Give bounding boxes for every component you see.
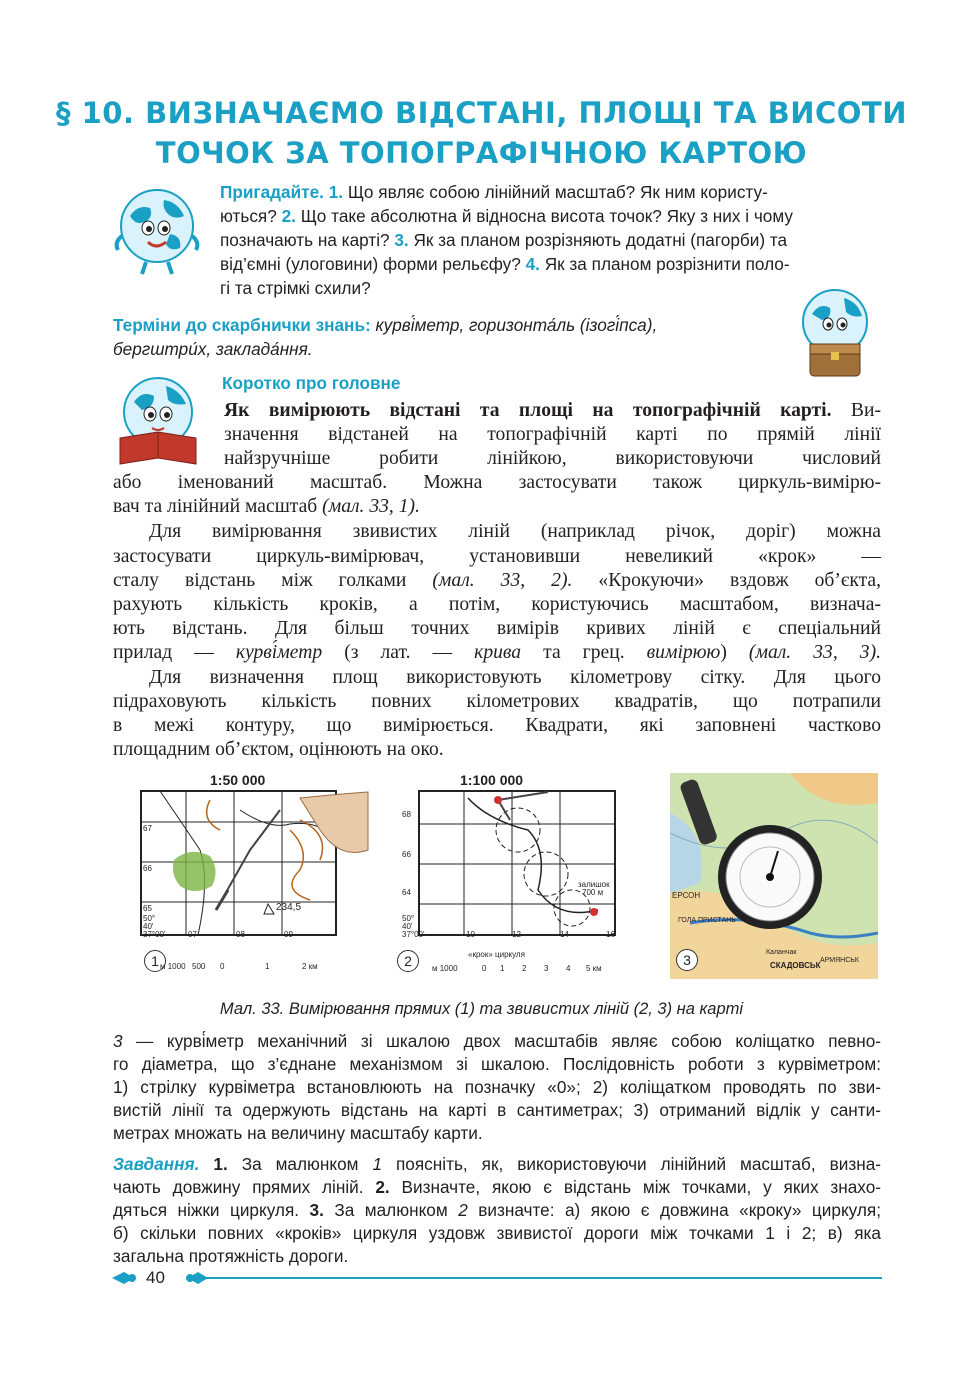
figure-caption: Мал. 33. Вимірювання прямих (1) та звивистих ліній (2, 3) на карті: [219, 1000, 744, 1018]
recall-block: Пригадайте. 1. Що являє собою лінійний масштаб? Як ним користу- ються? 2. Що таке абсолютна й відносна висота точок? Яку з них і чому позначають на карті? 3. Як за планом розрізняють додатні (пагорби) та від’ємні (улоговини) форми рельєфу? 4. Як за планом розрізнити поло- гі та стрімкі схили?: [220, 182, 793, 298]
figure-map-2: 1:100 000 68 66 64 50° 40' 37°00' 10 12 14 16 залишок 700 м 2 «крок» циркуля м 1000 0 1 2 3 4 5 км: [396, 772, 628, 980]
task-block: Завдання. 1. За малюнком 1 поясніть, як, використовуючи лінійний масштаб, визна- чають довжину прямих ліній. 2. Визначте, якою є відстань між точками, у яких знахо- дяться ніжки циркуля. 3. За малюнком 2 визначте: а) якою є довжина «кроку» циркуля; б) скільки повних «кроків» циркуля уздовж звивистої дороги між точками 1 і 2; в) яка загальна протяжність дороги.: [113, 1154, 882, 1266]
page-title-line1: § 10. ВИЗНАЧАЄМО ВІДСТАНІ, ПЛОЩІ ТА ВИСОТИ: [56, 96, 907, 130]
figure-number-1: 1: [144, 950, 166, 972]
figure-curvimeter-photo: ЕРСОН ГОЛА ПРИСТАНЬ Каланчак СКАДОВСЬК АРМЯНСЬК 3: [670, 773, 878, 979]
map1-scale: 1:50 000: [210, 772, 266, 788]
curvimeter-description: 3 — курві́метр механічний зі шкалою двох масштабів являє собою коліщатко певно- го діаметра, що з’єднане механізмом зі шкалою. Послідовність роботи з курвіметром: 1) стрілку курвіметра встановлюють на позначку «0»; 2) коліщатком проводять по зви- вистій лінії та одержують відстань на карті в сантиметрах; 3) отриманий відлік у санти- метрах множать на величину масштабу карти.: [113, 1031, 881, 1143]
globe-chest-mascot-icon: [790, 286, 880, 382]
page-title-line2: ТОЧОК ЗА ТОПОГРАФІЧНОЮ КАРТОЮ: [155, 136, 808, 170]
footer-rule-icon: [112, 1268, 882, 1288]
map1-drawing: [140, 790, 372, 938]
figure-map-1: 1:50 000 67 66 65 50° 40' 37°00' 07 08 09 234,5 1 м 1000 500 0 1 2 км: [140, 772, 372, 980]
figure-number-3: 3: [676, 949, 698, 971]
figure-number-2: 2: [397, 950, 419, 972]
summary-body: або іменований масштаб. Можна застосувати також циркуль-вимірю- вач та лінійний масштаб (мал. 33, 1). Для вимірювання звивистих ліній (наприклад річок, доріг) можна застосувати циркуль-вимірювач, установивши невеликий «крок» — сталу відстань між голками (мал. 33, 2). «Крокуючи» вздовж об’єкта, рахують кількість кроків, а потім, користуючись масштабом, визнача- ють відстань. Для більш точних вимірів кривих ліній є спеціальний прилад — курві́метр (з лат. — крива та грец. вимірюю) (мал. 33, 3). Для визначення площ використовують кілометрову сітку. Для цього підраховують кількість повних кілометрових квадратів, що потрапили в межі контуру, що вимірюється. Квадрати, які заповнені частково площадним об’єктом, оцінюють на око.: [113, 472, 881, 761]
page-number: 40: [146, 1268, 165, 1287]
map2-scale: 1:100 000: [460, 772, 524, 788]
globe-mascot-icon: [108, 182, 206, 278]
summary-heading: Коротко про головне: [222, 373, 401, 393]
terms-block: Терміни до скарбнички знань: курві́метр, горизонта́ль (ізогі́пса), бергштри́х, заклада́ння.: [113, 315, 658, 359]
map2-drawing: [418, 790, 618, 938]
globe-book-mascot-icon: [108, 372, 208, 472]
summary-p1-head: Як вимірюють відстані та площі на топографічній карті. Ви- значення відстаней на топографічній карті по прямій лінії найзручніше робити лінійкою, використовуючи числовий: [224, 400, 881, 470]
